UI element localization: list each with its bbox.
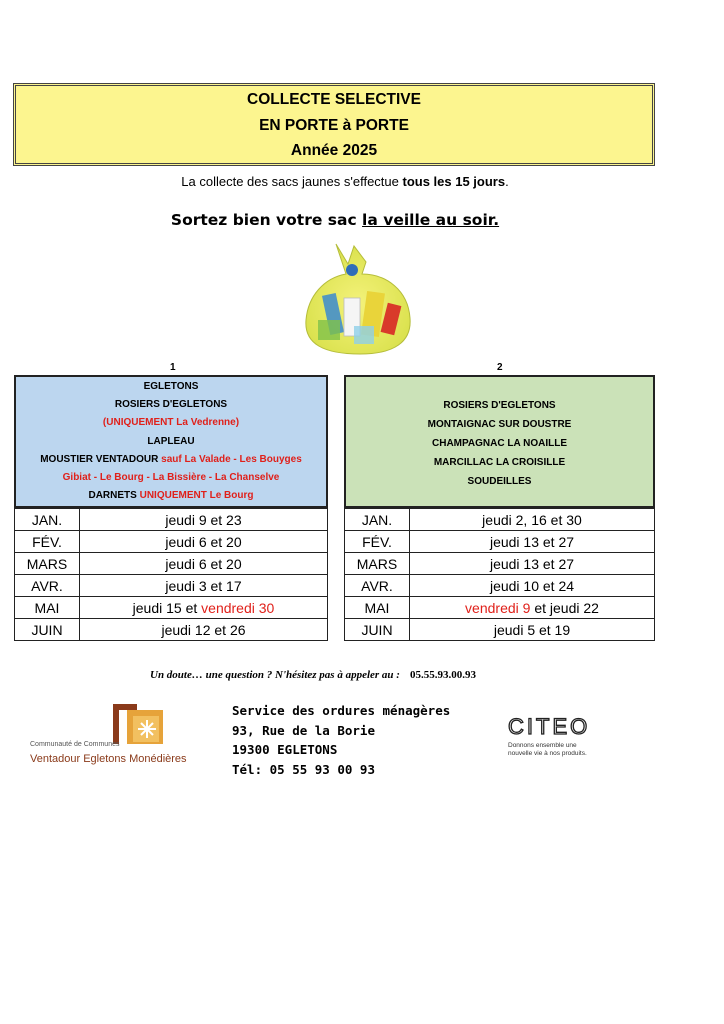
- schedule-row: [345, 597, 655, 619]
- question-phone: 05.55.93.00.93: [409, 669, 476, 681]
- commune-line: [16, 417, 326, 428]
- month-cell: MARS: [345, 553, 410, 575]
- date-text: jeudi 13 et 27: [489, 533, 575, 550]
- commune-text: sauf La Valade - Les Bouyges: [161, 453, 302, 465]
- month-cell: MAI: [15, 597, 80, 619]
- commune-text: ROSIERS D'EGLETONS: [114, 399, 228, 411]
- commune-line: [16, 472, 326, 483]
- commune-text: DARNETS: [88, 490, 140, 502]
- month-cell: JAN.: [15, 509, 80, 531]
- schedule-row: [15, 553, 328, 575]
- commune-line: [16, 436, 326, 447]
- dates-cell: [410, 553, 655, 575]
- service-name: Service des ordures ménagères: [232, 703, 451, 718]
- dates-cell: [410, 597, 655, 619]
- date-text: jeudi 6 et 20: [165, 555, 242, 572]
- service-tel: Tél: 05 55 93 00 93: [232, 761, 375, 777]
- commune-line: [346, 457, 653, 468]
- dates-cell: [80, 575, 328, 597]
- zone-number-1: 1: [170, 362, 176, 373]
- dates-cell: [80, 531, 328, 553]
- service-address-block: [232, 701, 450, 779]
- commune-line: [16, 381, 326, 392]
- dates-cell: [80, 553, 328, 575]
- reminder-underlined: la veille au soir.: [362, 211, 500, 229]
- dates-cell: [410, 509, 655, 531]
- month-cell: MAI: [345, 597, 410, 619]
- date-text: et jeudi 22: [530, 599, 599, 616]
- month-cell: JAN.: [345, 509, 410, 531]
- commune-line: [16, 399, 326, 410]
- zone-2-communes: [344, 375, 655, 508]
- schedule-row: [345, 553, 655, 575]
- intro-text-main: La collecte des sacs jaunes s'effectue: [181, 174, 403, 189]
- zone-number-2: 2: [497, 362, 503, 373]
- date-text: jeudi 6 et 20: [165, 533, 242, 550]
- month-cell: JUIN: [15, 619, 80, 641]
- schedule-row: [345, 509, 655, 531]
- yellow-bag-illustration: [296, 234, 420, 359]
- zone-2-schedule: [344, 508, 655, 641]
- date-text: vendredi 30: [201, 599, 275, 616]
- citeo-tagline-1: Donnons ensemble une: [508, 742, 577, 749]
- dates-cell: [80, 597, 328, 619]
- date-text: jeudi 13 et 27: [489, 555, 575, 572]
- commune-line: [346, 419, 653, 430]
- month-cell: MARS: [15, 553, 80, 575]
- dates-cell: [410, 531, 655, 553]
- date-text: jeudi 5 et 19: [493, 621, 571, 638]
- title-line-1: COLLECTE SELECTIVE: [247, 91, 421, 108]
- citeo-logo-icon: [508, 714, 600, 738]
- commune-text: EGLETONS: [143, 381, 199, 392]
- commune-line: [346, 476, 653, 487]
- dates-cell: [410, 575, 655, 597]
- schedule-row: [15, 619, 328, 641]
- intro-text: [0, 174, 690, 189]
- service-city: 19300 EGLETONS: [232, 742, 338, 757]
- intro-text-end: .: [505, 174, 509, 189]
- zone-1-schedule: [14, 508, 328, 641]
- schedule-row: [15, 509, 328, 531]
- commune-text: LAPLEAU: [147, 435, 195, 447]
- month-cell: FÉV.: [345, 531, 410, 553]
- commune-line: [16, 454, 326, 465]
- service-address: 93, Rue de la Borie: [232, 722, 375, 738]
- zone-1-communes: [14, 375, 328, 508]
- date-text: jeudi 9 et 23: [165, 511, 242, 528]
- reminder-text: [0, 211, 670, 229]
- dates-cell: [80, 619, 328, 641]
- question-line: [150, 669, 476, 681]
- citeo-tagline: [508, 742, 618, 758]
- commune-text: Gibiat - Le Bourg - La Bissière - La Chanselve: [62, 472, 280, 483]
- commune-text: MONTAIGNAC SUR DOUSTRE: [427, 419, 572, 430]
- date-text: vendredi 9: [465, 599, 531, 616]
- commune-line: [346, 400, 653, 411]
- cc-name-label: Ventadour Egletons Monédières: [30, 753, 187, 765]
- title-year: Année 2025: [290, 142, 378, 159]
- commune-text: CHAMPAGNAC LA NOAILLE: [432, 438, 567, 449]
- title-line-2: EN PORTE à PORTE: [259, 117, 409, 134]
- commune-text: UNIQUEMENT Le Bourg: [139, 490, 254, 502]
- reminder-main: Sortez bien votre sac: [170, 211, 363, 229]
- cc-small-label: Communauté de Communes: [30, 741, 120, 748]
- title-banner: [13, 83, 655, 166]
- month-cell: AVR.: [15, 575, 80, 597]
- month-cell: JUIN: [345, 619, 410, 641]
- date-text: jeudi 2, 16 et 30: [482, 511, 582, 528]
- date-text: jeudi 12 et 26: [161, 621, 246, 638]
- dates-cell: [80, 509, 328, 531]
- intro-text-bold: tous les 15 jours: [402, 174, 506, 189]
- schedule-row: [15, 575, 328, 597]
- commune-text: ROSIERS D'EGLETONS: [443, 400, 556, 411]
- question-text: Un doute… une question ? N'hésitez pas à appeler au :: [150, 669, 400, 681]
- schedule-row: [15, 531, 328, 553]
- commune-line: [346, 438, 653, 449]
- citeo-tagline-2: nouvelle vie à nos produits.: [508, 750, 587, 757]
- month-cell: FÉV.: [15, 531, 80, 553]
- month-cell: AVR.: [345, 575, 410, 597]
- date-text: jeudi 15 et: [132, 599, 202, 616]
- dates-cell: [410, 619, 655, 641]
- commune-line: [16, 490, 326, 501]
- schedule-row: [345, 575, 655, 597]
- schedule-row: [345, 531, 655, 553]
- commune-text: SOUDEILLES: [467, 476, 532, 487]
- citeo-logo-text: CITEO: [508, 714, 591, 738]
- schedule-row: [345, 619, 655, 641]
- commune-text: MARCILLAC LA CROISILLE: [433, 457, 566, 468]
- date-text: jeudi 3 et 17: [165, 577, 242, 594]
- commune-text: MOUSTIER VENTADOUR: [40, 453, 162, 465]
- schedule-row: [15, 597, 328, 619]
- date-text: jeudi 10 et 24: [489, 577, 575, 594]
- commune-text: (UNIQUEMENT La Vedrenne): [102, 417, 240, 429]
